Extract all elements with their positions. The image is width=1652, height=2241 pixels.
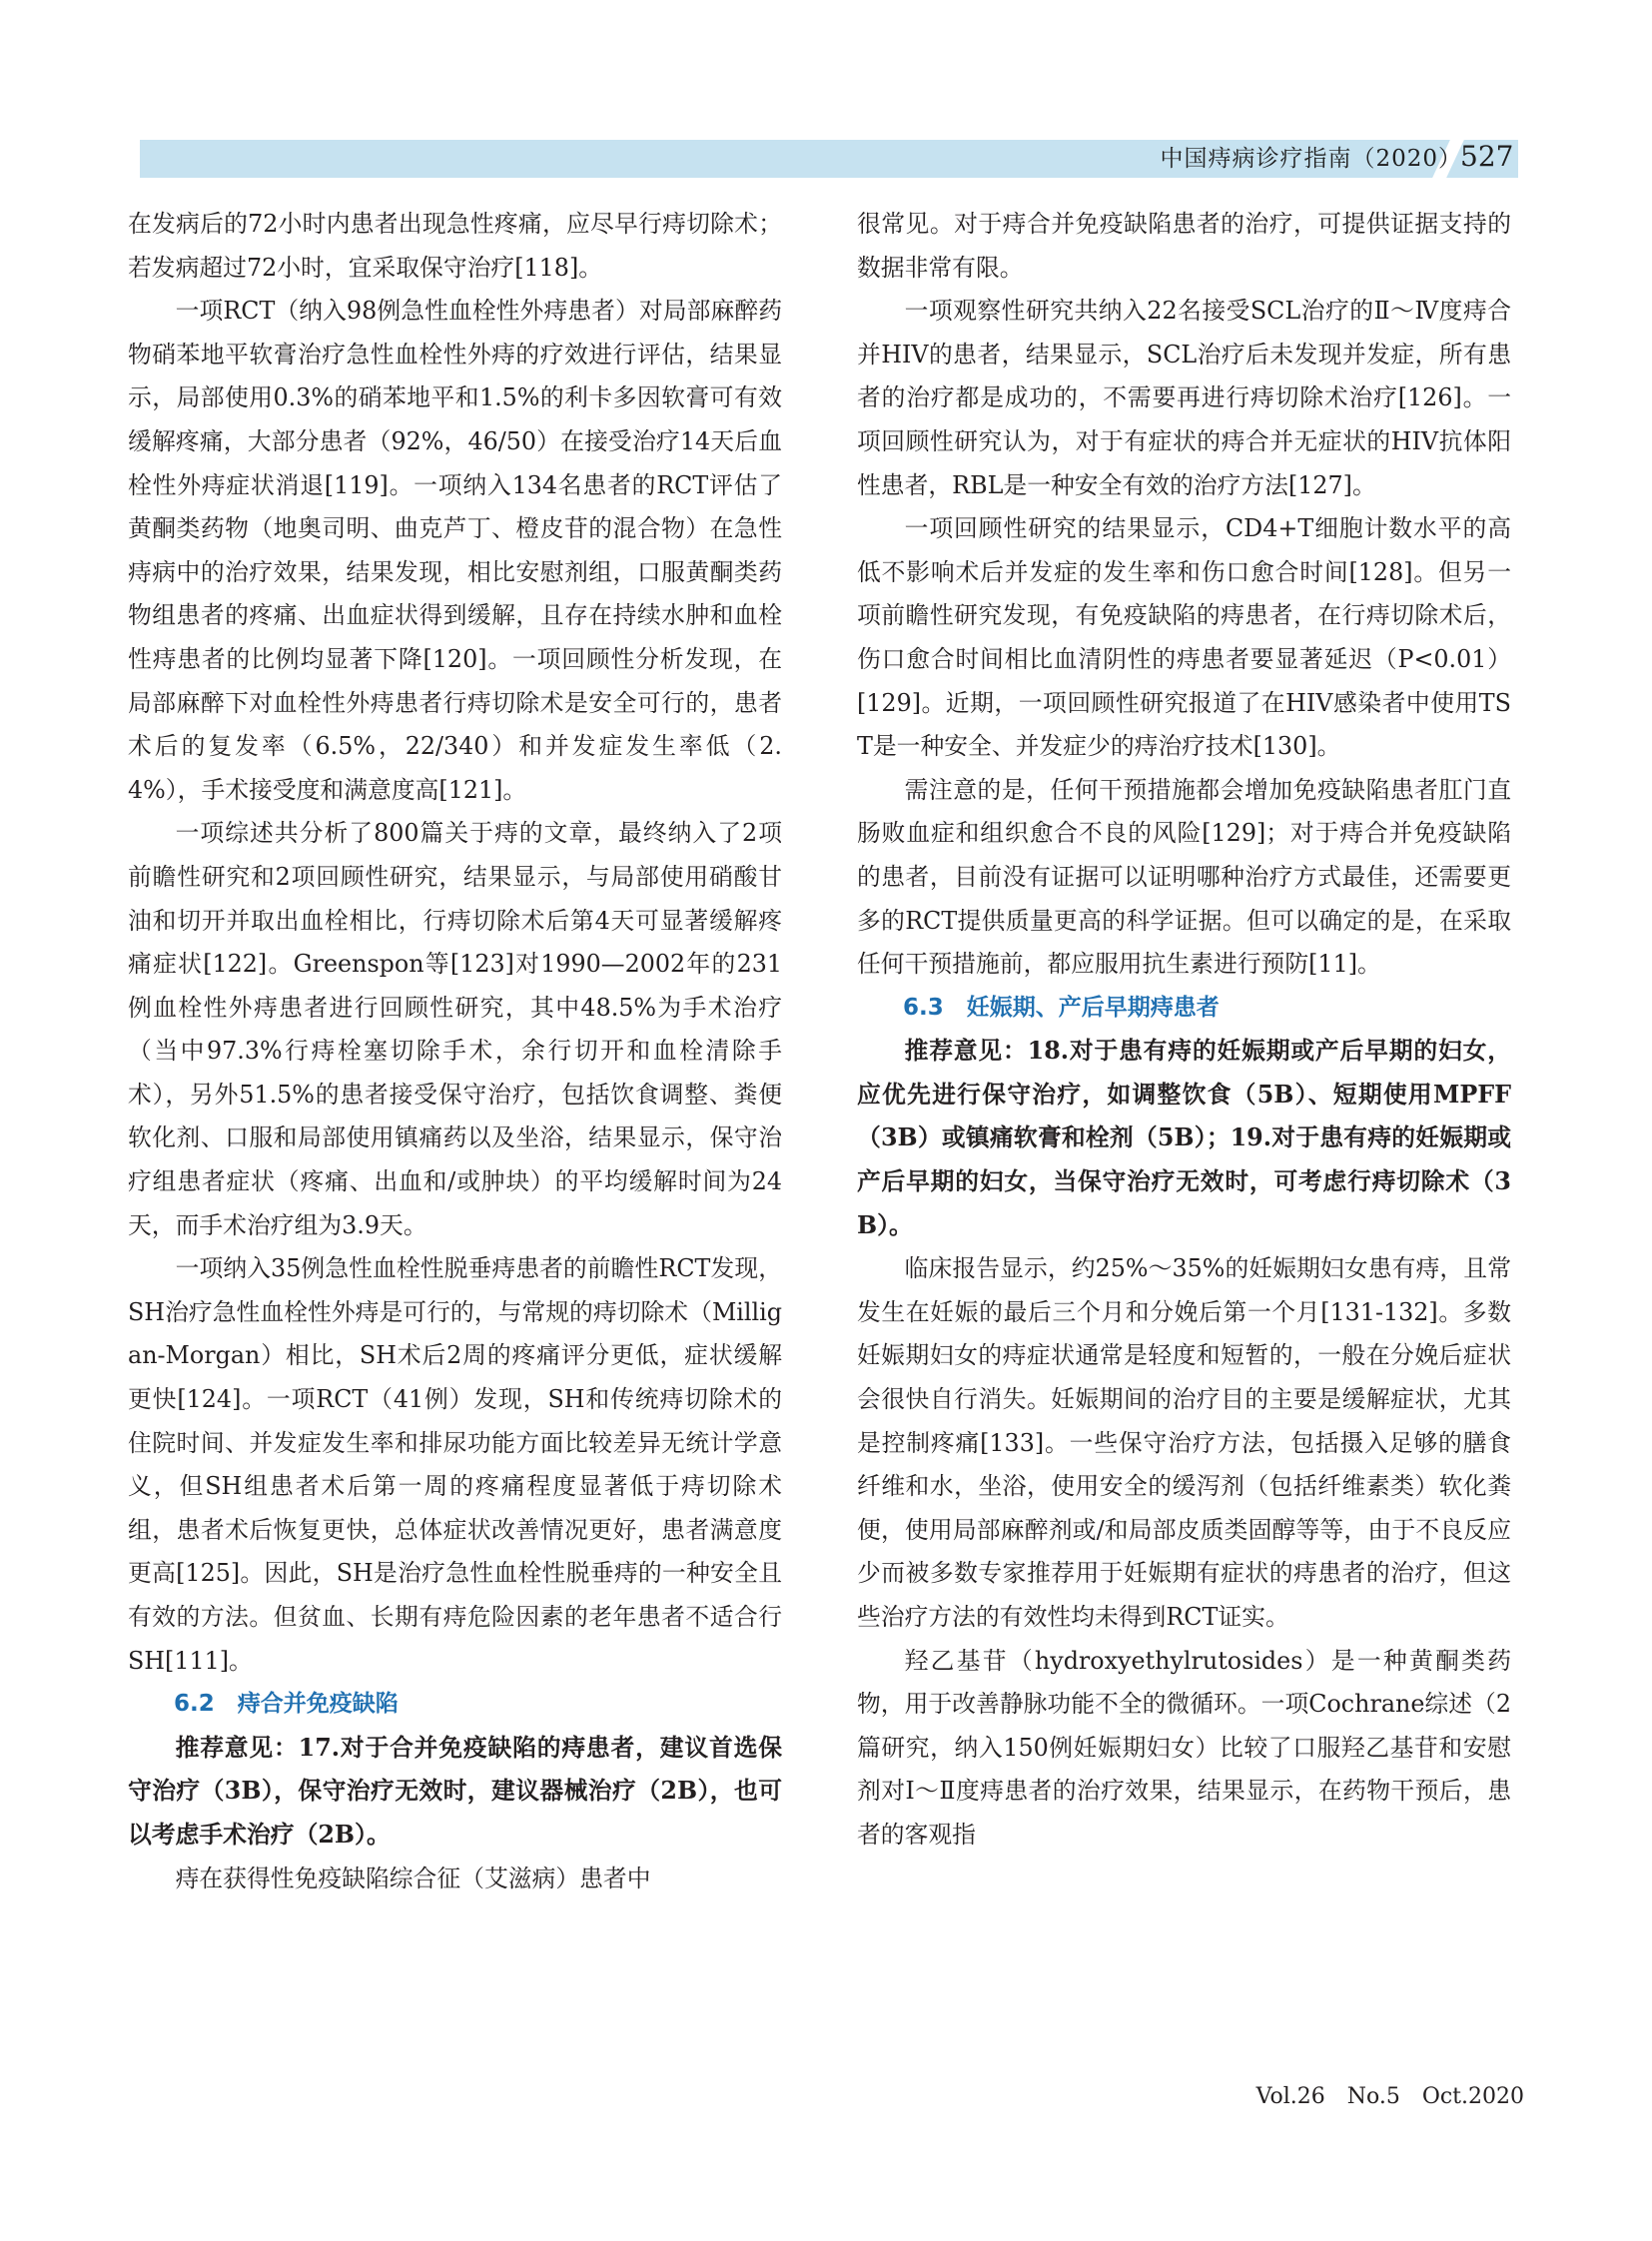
paragraph: 在发病后的72小时内患者出现急性疼痛，应尽早行痔切除术；若发病超过72小时，宜采取保守治疗[118]。 (128, 210, 782, 282)
journal-title: 中国痔病诊疗指南（2020） (1160, 146, 1462, 172)
section-heading-6-2: 6.2 痔合并免疫缺陷 (174, 1691, 399, 1718)
paragraph: 临床报告显示，约25%～35%的妊娠期妇女患有痔，且常发生在妊娠的最后三个月和分娩后第一个月[131-132]。多数妊娠期妇女的痔症状通常是轻度和短暂的，一般在分娩后症状会很快自行消失。妊娠期间的治疗目的主要是缓解症状，尤其是控制疼痛[133]。一些保守治疗方法，包括摄入足够的膳食纤维和水，坐浴，使用安全的缓泻剂（包括纤维素类）软化粪便，使用局部麻醉剂或/和局部皮质类固醇等等，由于不良反应少而被多数专家推荐用于妊娠期有症状的痔患者的治疗，但这些治疗方法的有效性均未得到RCT证实。 (857, 1254, 1511, 1631)
paragraph: 一项RCT（纳入98例急性血栓性外痔患者）对局部麻醉药物硝苯地平软膏治疗急性血栓性外痔的疗效进行评估，结果显示，局部使用0.3%的硝苯地平和1.5%的利卡多因软膏可有效缓解疼痛，大部分患者（92%，46/50）在接受治疗14天后血栓性外痔症状消退[119]。一项纳入134名患者的RCT评估了黄酮类药物（地奥司明、曲克芦丁、橙皮苷的混合物）在急性痔病中的治疗效果，结果发现，相比安慰剂组，口服黄酮类药物组患者的疼痛、出血症状得到缓解，且存在持续水肿和血栓性痔患者的比例均显著下降[120]。一项回顾性分析发现，在局部麻醉下对血栓性外痔患者行痔切除术是安全可行的，患者术后的复发率（6.5%，22/340）和并发症发生率低（2.4%），手术接受度和满意度高[121]。 (128, 297, 782, 804)
section-heading-6-3: 6.3 妊娠期、产后早期痔患者 (903, 994, 1220, 1021)
recommendation-17: 推荐意见：17.对于合并免疫缺陷的痔患者，建议首选保守治疗（3B），保守治疗无效时，建议器械治疗（2B），也可以考虑手术治疗（2B）。 (128, 1733, 782, 1849)
paragraph: 很常见。对于痔合并免疫缺陷患者的治疗，可提供证据支持的数据非常有限。 (857, 210, 1511, 282)
left-column (128, 203, 782, 2080)
paragraph: 一项综述共分析了800篇关于痔的文章，最终纳入了2项前瞻性研究和2项回顾性研究，结果显示，与局部使用硝酸甘油和切开并取出血栓相比，行痔切除术后第4天可显著缓解疼痛症状[122]。Greenspon等[123]对1990—2002年的231例血栓性外痔患者进行回顾性研究，其中48.5%为手术治疗（当中97.3%行痔栓塞切除手术，余行切开和血栓清除手术），另外51.5%的患者接受保守治疗，包括饮食调整、粪便软化剂、口服和局部使用镇痛药以及坐浴，结果显示，保守治疗组患者症状（疼痛、出血和/或肿块）的平均缓解时间为24天，而手术治疗组为3.9天。 (128, 819, 782, 1239)
paragraph: 羟乙基苷（hydroxyethylrutosides）是一种黄酮类药物，用于改善静脉功能不全的微循环。一项Cochrane综述（2篇研究，纳入150例妊娠期妇女）比较了口服羟乙基苷和安慰剂对Ⅰ～Ⅱ度痔患者的治疗效果，结果显示，在药物干预后，患者的客观指 (857, 1646, 1511, 1849)
paragraph: 一项观察性研究共纳入22名接受SCL治疗的Ⅱ～Ⅳ度痔合并HIV的患者，结果显示，SCL治疗后未发现并发症，所有患者的治疗都是成功的，不需要再进行痔切除术治疗[126]。一项回顾性研究认为，对于有症状的痔合并无症状的HIV抗体阳性患者，RBL是一种安全有效的治疗方法[127]。 (857, 297, 1511, 499)
page-number: 527 (1460, 140, 1514, 173)
paragraph: 痔在获得性免疫缺陷综合征（艾滋病）患者中 (175, 1864, 651, 1892)
paragraph: 一项纳入35例急性血栓性脱垂痔患者的前瞻性RCT发现，SH治疗急性血栓性外痔是可行的，与常规的痔切除术（Milligan-Morgan）相比，SH术后2周的疼痛评分更低，症状缓解更快[124]。一项RCT（41例）发现，SH和传统痔切除术的住院时间、并发症发生率和排尿功能方面比较差异无统计学意义，但SH组患者术后第一周的疼痛程度显著低于痔切除术组，患者术后恢复更快，总体症状改善情况更好，患者满意度更高[125]。因此，SH是治疗急性血栓性脱垂痔的一种安全且有效的方法。但贫血、长期有痔危险因素的老年患者不适合行SH[111]。 (128, 1254, 782, 1675)
paragraph: 一项回顾性研究的结果显示，CD4+T细胞计数水平的高低不影响术后并发症的发生率和伤口愈合时间[128]。但另一项前瞻性研究发现，有免疫缺陷的痔患者，在行痔切除术后，伤口愈合时间相比血清阴性的痔患者要显著延迟（P<0.01）[129]。近期，一项回顾性研究报道了在HIV感染者中使用TST是一种安全、并发症少的痔治疗技术[130]。 (857, 514, 1511, 761)
right-column (857, 203, 1511, 2080)
paragraph: 需注意的是，任何干预措施都会增加免疫缺陷患者肛门直肠败血症和组织愈合不良的风险[129]；对于痔合并免疫缺陷的患者，目前没有证据可以证明哪种治疗方式最佳，还需要更多的RCT提供质量更高的科学证据。但可以确定的是，在采取任何干预措施前，都应服用抗生素进行预防[11]。 (857, 775, 1511, 979)
recommendation-18-19: 推荐意见：18.对于患有痔的妊娠期或产后早期的妇女，应优先进行保守治疗，如调整饮食（5B）、短期使用MPFF（3B）或镇痛软膏和栓剂（5B）；19.对于患有痔的妊娠期或产后早期的妇女，当保守治疗无效时，可考虑行痔切除术（3B）。 (857, 1037, 1511, 1239)
issue-info: Vol.26 No.5 Oct.2020 (1255, 2084, 1524, 2109)
